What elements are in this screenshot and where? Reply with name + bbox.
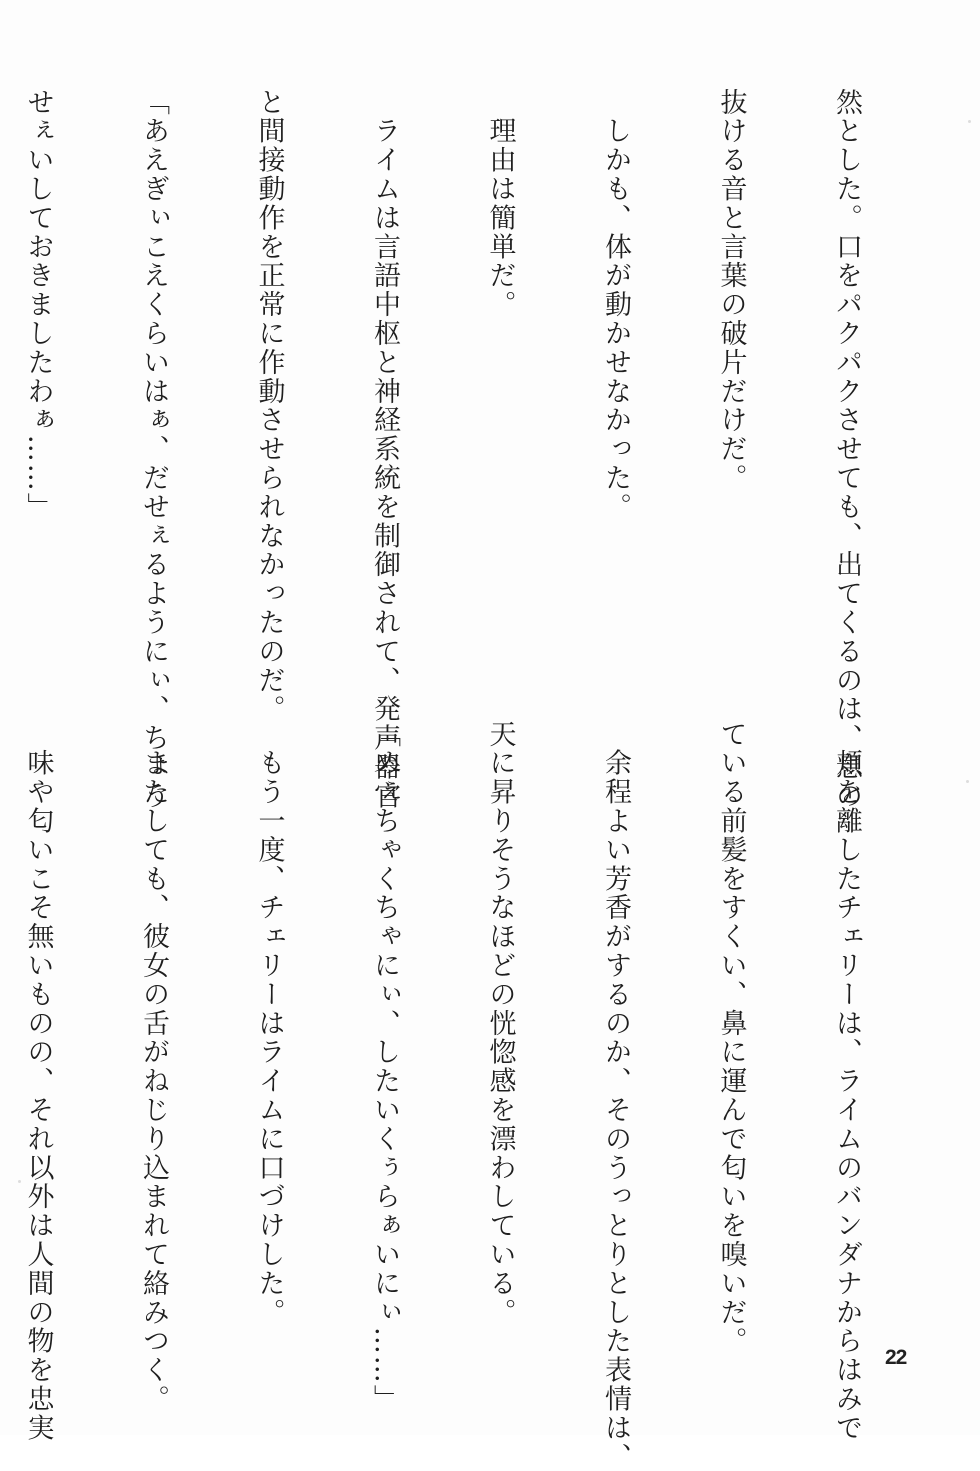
text-line: 余程よい芳香がするのか、そのうっとりとした表情は、 — [600, 720, 631, 1471]
text-line: 頬を離したチェリーは、ライムのバンダナからはみで — [831, 720, 862, 1443]
text-line: またしても、彼女の舌がねじり込まれて絡みつく。 — [138, 720, 169, 1414]
text-line: 「あえぎぃこえくらいはぁ、だせぇるようにぃ、ちょう — [138, 88, 169, 811]
text-line: もう一度、チェリーはライムに口づけした。 — [253, 720, 285, 1327]
scan-speck — [968, 120, 971, 123]
text-line: と間接動作を正常に作動させられなかったのだ。 — [253, 88, 285, 724]
text-line: ている前髪をすくい、鼻に運んで匂いを嗅いだ。 — [715, 720, 747, 1356]
text-line: 抜ける音と言葉の破片だけだ。 — [715, 88, 747, 493]
text-line: 味や匂いこそ無いものの、それ以外は人間の物を忠実 — [22, 720, 54, 1443]
text-line: 理由は簡単だ。 — [484, 88, 516, 320]
text-line: 天に昇りそうなほどの恍惚感を漂わしている。 — [484, 720, 516, 1327]
scan-speck — [966, 780, 969, 783]
page-number: 22 — [885, 1346, 907, 1369]
text-line: しかも、体が動かせなかった。 — [600, 88, 631, 522]
text-line: 「めぇちゃくちゃにぃ、したいくぅらぁいにぃ……」 — [369, 720, 400, 1414]
text-line: せぇいしておきましたわぁ……」 — [22, 88, 54, 522]
text-line: 然とした。口をパクパクさせても、出てくるのは、息の — [831, 88, 862, 811]
text-block-top — [0, 88, 942, 811]
text-line: ライムは言語中枢と神経系統を制御されて、発声器官 — [369, 88, 400, 811]
scan-speck — [18, 1180, 21, 1183]
